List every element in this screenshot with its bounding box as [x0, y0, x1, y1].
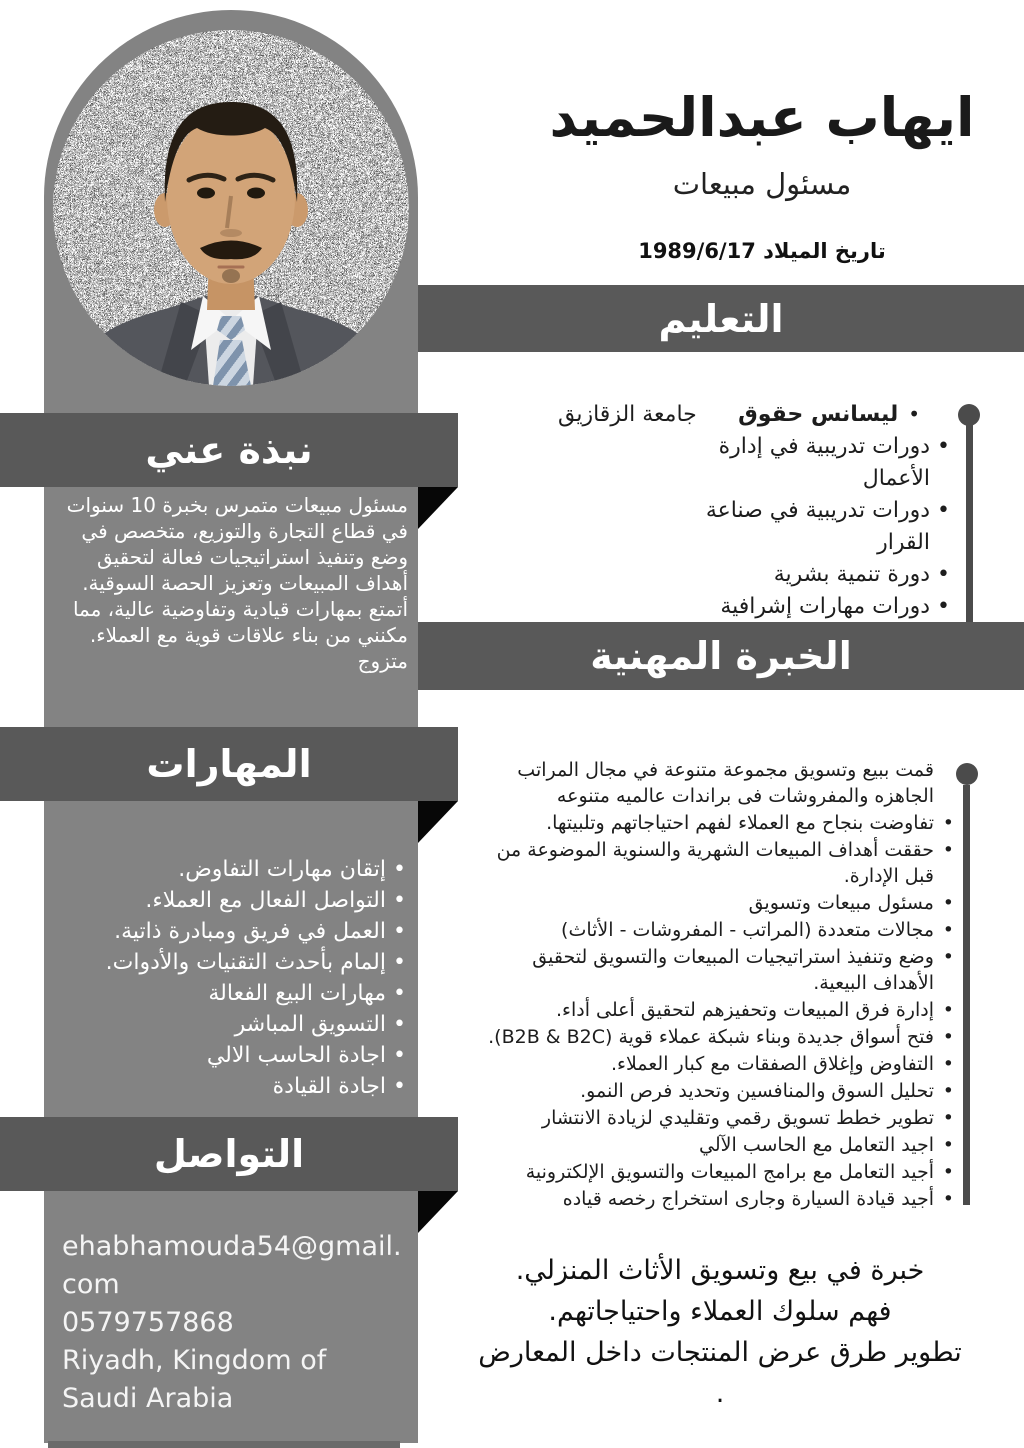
footer-summary-line: . — [715, 1378, 725, 1409]
phone-value: 0579757868 — [62, 1307, 234, 1338]
person-job-title: مسئول مبيعات — [672, 166, 852, 201]
skill-item: • اجادة القيادة — [56, 1071, 406, 1102]
experience-timeline-dot — [956, 763, 978, 785]
about-text: مسئول مبيعات متمرس بخبرة 10 سنوات في قطاع التجارة والتوزيع، متخصص في وضع وتنفيذ استراتيجيات فعالة لتحقيق أهداف المبيعات وتعزيز الحصة السوقية. أتمتع بمهارات قيادية وتفاوضية عالية، مما مكنني من بناء علاقات قوية مع العملاء. — [66, 493, 408, 647]
skill-item: • التسويق المباشر — [56, 1009, 406, 1040]
experience-item: • التفاوض وإغلاق الصفقات مع كبار العملاء. — [486, 1051, 954, 1077]
skill-item: • العمل في فريق ومبادرة ذاتية. — [56, 916, 406, 947]
skill-item: • اجادة الحاسب الالي — [56, 1040, 406, 1071]
experience-items-list — [486, 757, 954, 1212]
section-header-experience: الخبرة المهنية — [418, 622, 1024, 690]
email-value: ehabhamouda54@gmail.com — [62, 1231, 402, 1300]
experience-section — [486, 757, 954, 1213]
skills-list — [56, 854, 406, 1102]
location-value: Riyadh, Kingdom of Saudi Arabia — [62, 1345, 327, 1414]
section-header-education: التعليم — [418, 285, 1024, 352]
education-course-item: • دورة تنمية بشرية — [650, 559, 950, 591]
footer-summary — [430, 1250, 1010, 1414]
skill-item: • مهارات البيع الفعالة — [56, 978, 406, 1009]
person-name: ايهاب عبدالحميد — [549, 86, 975, 149]
experience-item: • أجيد التعامل مع برامج المبيعات والتسويق الإلكترونية — [486, 1159, 954, 1185]
experience-item: • حققت أهداف المبيعات الشهرية والسنوية الموضوعة من قبل الإدارة. — [486, 837, 954, 889]
footer-summary-line: تطوير طرق عرض المنتجات داخل المعارض — [478, 1337, 962, 1368]
experience-item: • مجالات متعددة (المراتب - المفروشات - الأثاث) — [486, 917, 954, 943]
education-degree-row — [558, 398, 950, 431]
skill-item: • إلمام بأحدث التقنيات والأدوات. — [56, 947, 406, 978]
marital-status: متزوج — [357, 649, 408, 673]
person-portrait-illustration — [53, 30, 409, 386]
experience-item: • إدارة فرق المبيعات وتحفيزهم لتحقيق أعلى أداء. — [486, 997, 954, 1023]
experience-item: • وضع وتنفيذ استراتيجيات المبيعات والتسويق لتحقيق الأهداف البيعية. — [486, 944, 954, 996]
section-header-contact: التواصل — [0, 1117, 458, 1191]
degree-name: ليسانس حقوق — [738, 402, 899, 427]
section-header-skills: المهارات — [0, 727, 458, 801]
sidebar-bottom-edge — [48, 1441, 400, 1448]
footer-summary-line: خبرة في بيع وتسويق الأثاث المنزلي. — [515, 1255, 925, 1286]
experience-item: • فتح أسواق جديدة وبناء شبكة عملاء قوية (B2B & B2C). — [486, 1024, 954, 1050]
education-course-item: • دورات تدريبية في صناعة القرار — [650, 495, 950, 559]
university-name: جامعة الزقازيق — [558, 402, 697, 427]
contact-section — [62, 1228, 410, 1418]
education-courses-list — [650, 431, 950, 623]
experience-item: • اجيد التعامل مع الحاسب الآلي — [486, 1132, 954, 1158]
experience-item: • أجيد قيادة السيارة وجارى استخراج رخصه قياده — [486, 1186, 954, 1212]
education-timeline-line — [966, 424, 973, 622]
experience-item: قمت ببيع وتسويق مجموعة متنوعة في مجال المراتب الجاهزه والمفروشات فى براندات عالميه متنوعه — [517, 759, 934, 807]
education-section — [558, 398, 950, 623]
experience-item: • تفاوضت بنجاح مع العملاء لفهم احتياجاتهم وتلبيتها. — [486, 810, 954, 836]
birth-date: تاريخ الميلاد 1989/6/17 — [638, 238, 886, 263]
education-timeline-dot — [958, 404, 980, 426]
experience-item: • مسئول مبيعات وتسويق — [486, 890, 954, 916]
experience-item: • تطوير خطط تسويق رقمي وتقليدي لزيادة الانتشار — [486, 1105, 954, 1131]
bullet-icon: • — [908, 402, 920, 426]
section-header-about: نبذة عني — [0, 413, 458, 487]
experience-item: • تحليل السوق والمنافسين وتحديد فرص النمو. — [486, 1078, 954, 1104]
about-section — [62, 492, 408, 674]
skill-item: • التواصل الفعال مع العملاء. — [56, 885, 406, 916]
education-course-item: • دورات مهارات إشرافية — [650, 591, 950, 623]
footer-summary-line: فهم سلوك العملاء واحتياجاتهم. — [548, 1296, 892, 1327]
experience-timeline-line — [963, 785, 970, 1205]
skill-item: • إتقان مهارات التفاوض. — [56, 854, 406, 885]
profile-photo — [53, 30, 409, 386]
header — [520, 86, 1004, 263]
education-course-item: • دورات تدريبية في إدارة الأعمال — [650, 431, 950, 495]
